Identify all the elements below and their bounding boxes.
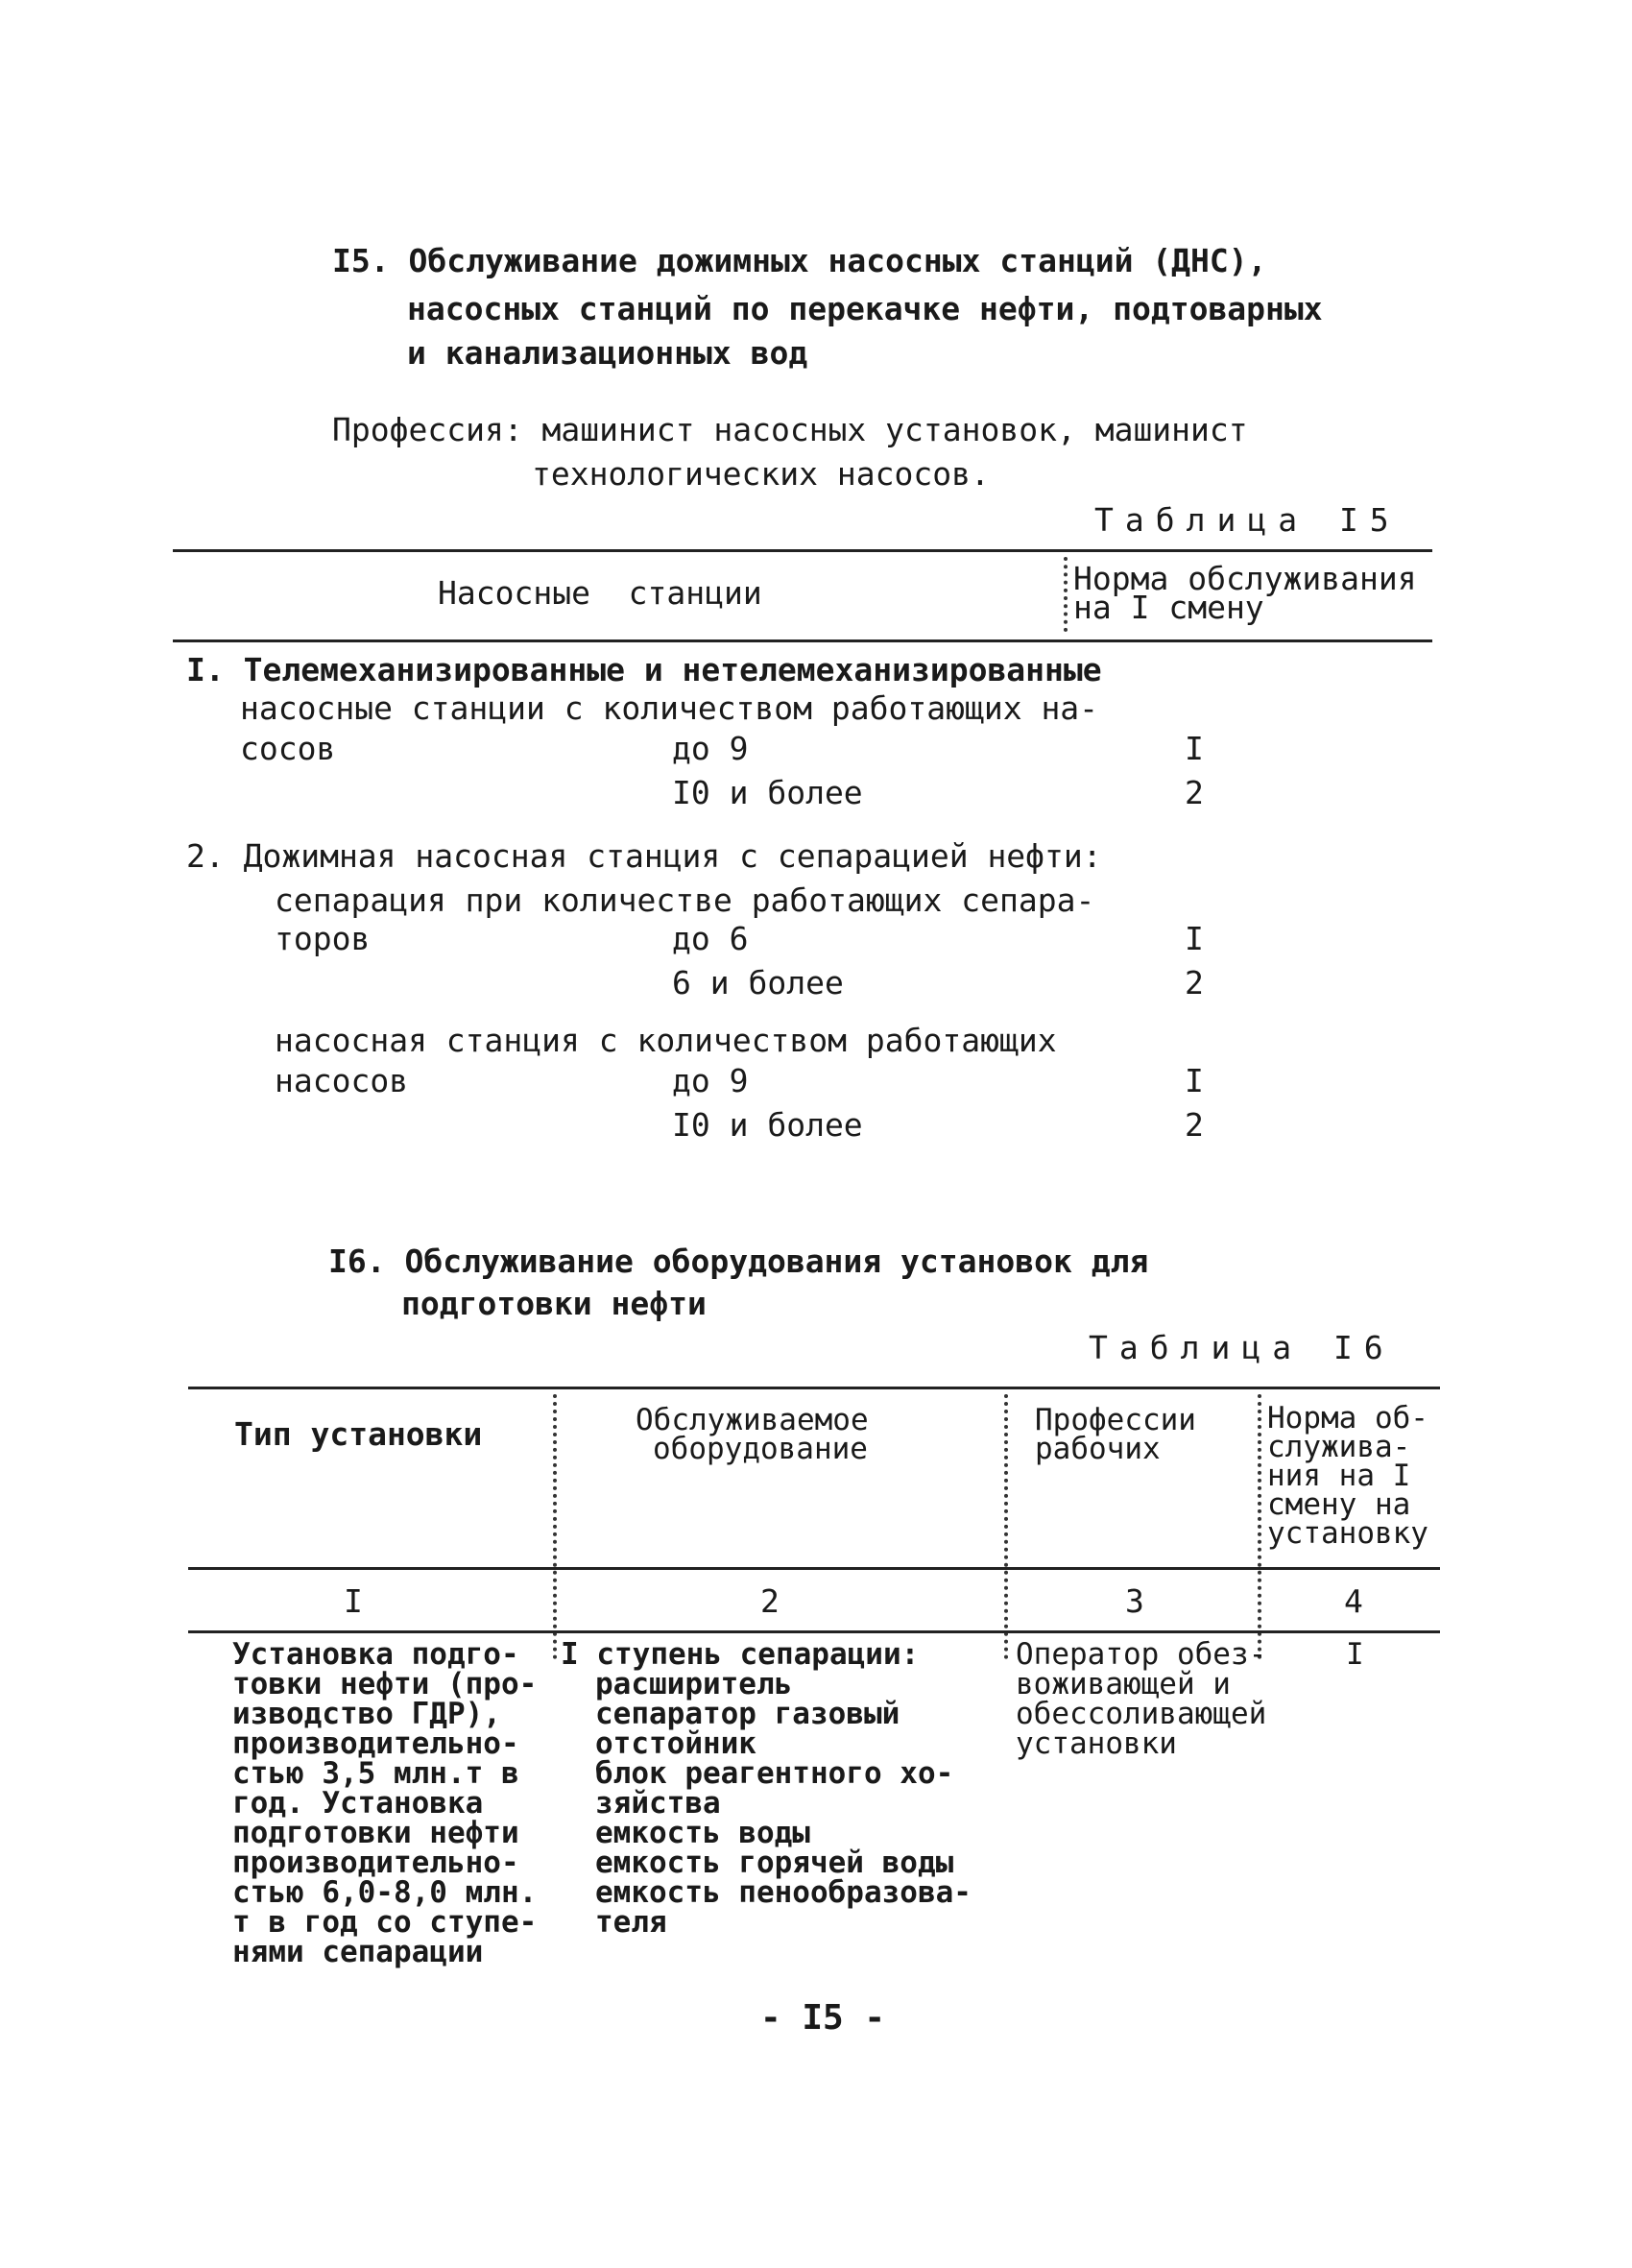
table15-header-rule [173,639,1432,642]
type-line: товки нефти (про- [232,1667,538,1701]
table15-col-norm-line1: Норма обслуживания [1073,560,1417,597]
equipment-line: емкость воды [595,1816,810,1850]
type-line: Установка подго- [232,1637,519,1672]
item2-sub-b-line2: насосов [275,1062,409,1099]
table16-divider-3 [1258,1394,1261,1659]
equipment-line: блок реагентного хо- [595,1756,954,1791]
table16-col-norm-line5: установку [1267,1516,1428,1551]
item1-norm: I [1185,730,1204,767]
table16-norm-cell: I [1346,1637,1364,1672]
type-line: изводство ГДР), [232,1697,501,1731]
profession-line: воживающей и [1016,1667,1231,1701]
item1-range: I0 и более [672,774,863,811]
table16-col-equipment-line2: оборудование [653,1432,868,1466]
equipment-line: теля [595,1905,667,1940]
table16-col-number: I [344,1582,363,1620]
type-line: стью 3,5 млн.т в [232,1756,519,1791]
item1-range: до 9 [672,730,749,767]
profession-line: Оператор обез- [1016,1637,1267,1672]
item2-sub-a-line2: торов [275,920,371,957]
table16-col-norm-line4: смену на [1267,1487,1411,1522]
item2-sub-b-range: I0 и более [672,1106,863,1144]
profession-line: обессоливающей [1016,1697,1267,1731]
item1-line2: насосные станции с количеством работающих на- [240,689,1099,727]
item2-sub-b-range: до 9 [672,1062,749,1099]
item2-sub-a-line1: сепарация при количестве работающих сепара- [275,881,1095,919]
equipment-line: емкость пенообразова- [595,1875,972,1910]
table16-col-equipment-line1: Обслуживаемое [636,1403,869,1437]
item2-sub-a-norm: 2 [1185,964,1204,1001]
item2-sub-b-norm: I [1185,1062,1204,1099]
table16-label: Таблица I6 [1089,1329,1395,1366]
table16-col-professions-line1: Профессии [1035,1403,1196,1437]
table16-divider-1 [553,1394,557,1659]
item2-sub-a-range: 6 и более [672,964,844,1001]
item1-norm: 2 [1185,774,1204,811]
profession-line1: Профессия: машинист насосных установок, машинист [332,411,1248,448]
page-number: - I5 - [760,1998,886,2038]
table16-col-type: Тип установки [234,1415,483,1453]
table16-numbers-rule [188,1630,1440,1633]
type-line: нями сепарации [232,1935,484,1969]
item2-sub-a-norm: I [1185,920,1204,957]
table16-col-professions-line2: рабочих [1035,1432,1161,1466]
table15-col-norm-line2: на I смену [1073,589,1264,626]
section16-heading-line2: подготовки нефти [401,1285,707,1322]
equipment-line: расширитель [595,1667,793,1701]
section16-heading-line1: I6. Обслуживание оборудования установок для [328,1243,1149,1280]
type-line: подготовки нефти [232,1816,519,1850]
table15-header-divider [1064,557,1068,632]
item2-line1: 2. Дожимная насосная станция с сепарацией нефти: [186,837,1102,875]
table15-top-rule [173,549,1432,552]
table16-col-number: 4 [1344,1582,1363,1620]
table16-col-norm-line2: служива- [1267,1430,1411,1464]
item2-sub-b-line1: насосная станция с количеством работающих [275,1022,1057,1059]
equipment-line: емкость горячей воды [595,1846,954,1880]
table15-label: Таблица I5 [1094,501,1401,539]
table16-divider-2 [1004,1394,1008,1659]
equipment-line: сепаратор газовый [595,1697,900,1731]
profession-line: установки [1016,1726,1177,1761]
table15-col-stations: Насосные станции [438,574,762,612]
table16-col-number: 2 [760,1582,780,1620]
section15-heading-line1: I5. Обслуживание дожимных насосных станций (ДНС), [332,242,1267,279]
equipment-line: I ступень сепарации: [561,1637,920,1672]
type-line: год. Установка [232,1786,484,1821]
equipment-line: зяйства [595,1786,721,1821]
table16-col-number: 3 [1125,1582,1144,1620]
table16-col-norm-line3: ния на I [1267,1459,1411,1493]
item1-line3: сосов [240,730,336,767]
table16-top-rule [188,1387,1440,1389]
type-line: стью 6,0-8,0 млн. [232,1875,538,1910]
type-line: производительно- [232,1846,519,1880]
item2-sub-a-range: до 6 [672,920,749,957]
section15-heading-line3: и канализационных вод [407,334,808,372]
equipment-line: отстойник [595,1726,756,1761]
table16-header-rule [188,1567,1440,1570]
profession-line2: технологических насосов. [532,455,990,493]
type-line: т в год со ступе- [232,1905,538,1940]
table16-col-norm-line1: Норма об- [1267,1401,1428,1436]
type-line: производительно- [232,1726,519,1761]
section15-heading-line2: насосных станций по перекачке нефти, подтоварных [407,290,1323,327]
item2-sub-b-norm: 2 [1185,1106,1204,1144]
item1-line1: I. Телемеханизированные и нетелемеханизированные [186,651,1102,688]
